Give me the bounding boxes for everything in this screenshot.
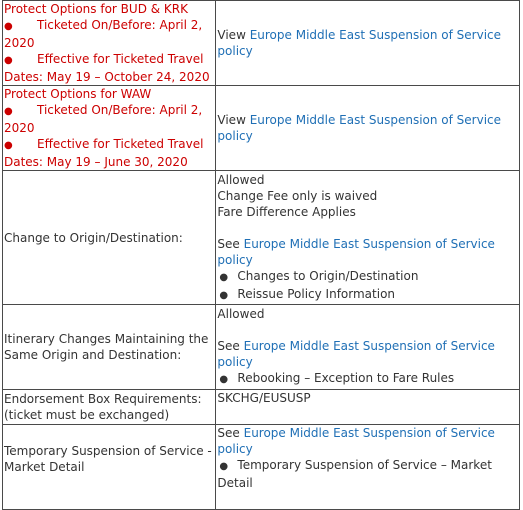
europe-middle-east-policy-link[interactable]: Europe Middle East Suspension of Service policy: [217, 113, 502, 143]
bullet-item: [4, 102, 214, 136]
bullet-item: [4, 136, 214, 170]
policy-link-cell: [216, 86, 520, 171]
see-policy-line: [217, 338, 518, 370]
bullet-item: [217, 268, 518, 286]
europe-middle-east-policy-link[interactable]: Europe Middle East Suspension of Service policy: [217, 236, 495, 267]
protect-waw-title: Protect Options for WAW: [4, 87, 152, 101]
bullet-icon: ●: [219, 271, 229, 283]
bullet-item: [217, 370, 518, 388]
change-origin-destination-label: Change to Origin/Destination:: [3, 171, 216, 305]
europe-middle-east-policy-link[interactable]: Europe Middle East Suspension of Service policy: [217, 28, 502, 58]
ticketed-on-before-text: Ticketed On/Before: April 2, 2020: [4, 103, 203, 135]
bullet-icon: ●: [219, 374, 229, 385]
see-policy-line: [217, 236, 518, 268]
bullet-icon: ●: [4, 140, 13, 151]
policy-link-cell: [216, 1, 520, 86]
table-row-protect-bud-krk: [3, 1, 520, 86]
allowed-text: Allowed: [217, 307, 265, 321]
change-origin-destination-detail: [216, 171, 520, 305]
europe-middle-east-policy-link[interactable]: Europe Middle East Suspension of Service policy: [217, 339, 495, 369]
endorsement-code: SKCHG/EUSUSP: [216, 390, 520, 425]
change-fee-waived-text: Change Fee only is waived: [217, 188, 378, 203]
spacer: [217, 220, 518, 236]
bullet-icon: ●: [4, 55, 13, 66]
effective-dates-text: Effective for Ticketed Travel Dates: May 19 – October 24, 2020: [4, 52, 210, 84]
bullet-item: [4, 51, 214, 85]
see-prefix: See: [217, 236, 244, 251]
bullet-icon: ●: [219, 461, 229, 472]
reissue-policy-item: Reissue Policy Information: [237, 286, 396, 301]
table-row-endorsement-box: [3, 390, 520, 425]
bullet-item: [217, 286, 518, 304]
effective-dates-text: Effective for Ticketed Travel Dates: May 19 – June 30, 2020: [4, 137, 204, 169]
itinerary-changes-detail: [216, 305, 520, 390]
allowed-text: Allowed: [217, 172, 265, 187]
endorsement-box-label: Endorsement Box Requirements: (ticket must be exchanged): [3, 390, 216, 425]
protect-bud-krk-title: Protect Options for BUD & KRK: [4, 2, 188, 16]
policy-table: [2, 0, 520, 510]
bullet-icon: ●: [4, 21, 13, 32]
bullet-item: [217, 457, 518, 491]
table-row-temporary-suspension: [3, 425, 520, 510]
temporary-suspension-detail: [216, 425, 520, 510]
see-policy-line: [217, 425, 518, 457]
protect-waw-cell: [3, 86, 216, 171]
table-row-protect-waw: [3, 86, 520, 171]
view-prefix: View: [217, 28, 250, 42]
table-row-itinerary-changes: [3, 305, 520, 390]
temporary-suspension-label: Temporary Suspension of Service - Market Detail: [3, 425, 216, 510]
bullet-icon: ●: [4, 106, 13, 117]
rebooking-exception-item: Rebooking – Exception to Fare Rules: [237, 371, 455, 385]
view-prefix: View: [217, 113, 250, 127]
itinerary-changes-label: Itinerary Changes Maintaining the Same Origin and Destination:: [3, 305, 216, 390]
table-row-change-origin-destination: [3, 171, 520, 305]
ticketed-on-before-text: Ticketed On/Before: April 2, 2020: [4, 18, 203, 50]
temporary-suspension-item: Temporary Suspension of Service – Market Detail: [217, 458, 492, 490]
changes-origin-destination-item: Changes to Origin/Destination: [237, 268, 419, 283]
protect-bud-krk-cell: [3, 1, 216, 86]
fare-difference-text: Fare Difference Applies: [217, 204, 356, 219]
bullet-item: [4, 17, 214, 51]
europe-middle-east-policy-link[interactable]: Europe Middle East Suspension of Service policy: [217, 426, 495, 456]
spacer: [217, 322, 518, 338]
see-prefix: See: [217, 426, 244, 440]
see-prefix: See: [217, 339, 244, 353]
bullet-icon: ●: [219, 289, 229, 301]
